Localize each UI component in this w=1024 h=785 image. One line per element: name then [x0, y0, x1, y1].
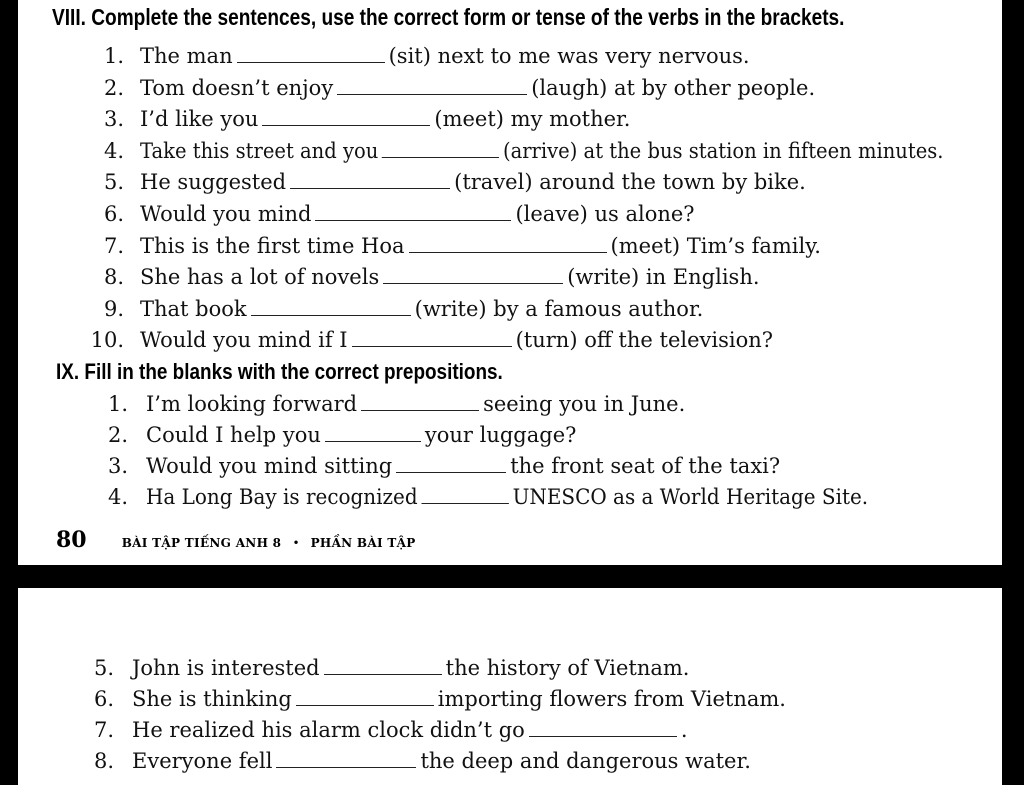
item-sentence — [146, 392, 685, 416]
sentence-start: She is thinking — [132, 687, 292, 711]
sentence-end: (write) by a famous author. — [414, 296, 704, 321]
answer-blank[interactable] — [409, 234, 607, 253]
item-number: 2. — [103, 75, 124, 100]
sentence-start: Would you mind — [140, 202, 312, 226]
sentence-end: (arrive) at the bus station in fifteen minutes. — [502, 138, 944, 163]
item-sentence — [146, 423, 576, 447]
sentence-start: John is interested — [132, 656, 320, 680]
item-sentence — [140, 107, 630, 131]
sentence-end: importing flowers from Vietnam. — [437, 687, 786, 711]
sentence-start: Would you mind if I — [140, 328, 348, 353]
sentence-start: He suggested — [140, 170, 287, 195]
answer-blank[interactable] — [383, 265, 563, 284]
exercise-item — [18, 202, 1002, 232]
item-number: 4. — [103, 138, 124, 163]
sentence-start: Would you mind sitting — [146, 454, 393, 478]
item-sentence — [140, 297, 703, 321]
sentence-end: (sit) next to me was very nervous. — [388, 44, 750, 68]
item-sentence — [132, 749, 751, 773]
item-sentence — [132, 687, 786, 711]
item-number: 7. — [103, 233, 124, 258]
exercise-item — [18, 749, 1002, 779]
sentence-start: I’d like you — [140, 107, 259, 132]
answer-blank[interactable] — [337, 76, 527, 95]
exercise-item — [18, 392, 1002, 422]
answer-blank[interactable] — [262, 107, 430, 126]
exercise-item — [18, 423, 1002, 453]
bullet-separator: • — [292, 536, 300, 550]
item-sentence — [140, 328, 773, 352]
item-sentence — [132, 656, 689, 680]
sentence-start: This is the first time Hoa — [140, 233, 405, 258]
sentence-end: the history of Vietnam. — [445, 656, 690, 680]
exercise-item — [18, 139, 1002, 169]
answer-blank[interactable] — [290, 170, 450, 189]
answer-blank[interactable] — [361, 392, 479, 411]
exercise-item — [18, 265, 1002, 295]
answer-blank[interactable] — [352, 328, 512, 347]
answer-blank[interactable] — [276, 749, 416, 768]
exercise-item — [18, 76, 1002, 106]
answer-blank[interactable] — [382, 139, 499, 158]
answer-blank[interactable] — [325, 423, 421, 442]
item-sentence — [140, 265, 760, 289]
exercise-item — [18, 297, 1002, 327]
running-title: BÀI TẬP TIẾNG ANH 8 — [121, 536, 282, 550]
sentence-end: the front seat of the taxi? — [510, 454, 781, 478]
exercise-item — [18, 234, 1002, 264]
answer-blank[interactable] — [529, 718, 677, 737]
answer-blank[interactable] — [296, 687, 434, 706]
section-ix-heading: IX. Fill in the blanks with the correct prepositions. — [56, 359, 503, 384]
item-sentence — [132, 718, 688, 742]
sentence-end: (leave) us alone? — [515, 202, 695, 226]
exercise-item — [18, 687, 1002, 717]
item-number: 6. — [93, 687, 114, 711]
item-number: 6. — [103, 202, 124, 226]
item-sentence — [146, 454, 780, 478]
item-number: 1. — [107, 392, 128, 416]
sentence-end: (laugh) at by other people. — [531, 75, 816, 100]
answer-blank[interactable] — [251, 297, 411, 316]
item-sentence — [140, 170, 806, 194]
item-number: 9. — [103, 296, 124, 321]
sentence-start: The man — [140, 44, 233, 68]
exercise-item — [18, 485, 1002, 515]
item-sentence — [140, 76, 815, 100]
item-number: 5. — [93, 656, 114, 680]
exercise-item — [18, 718, 1002, 748]
sentence-end: (turn) off the television? — [515, 328, 774, 353]
sentence-start: She has a lot of novels — [140, 265, 380, 290]
item-number: 10. — [90, 328, 124, 353]
sentence-end: (travel) around the town by bike. — [454, 170, 806, 195]
sentence-end: the deep and dangerous water. — [420, 749, 751, 773]
item-number: 7. — [93, 718, 114, 742]
sentence-start: Could I help you — [146, 423, 321, 447]
sentence-end: seeing you in June. — [483, 392, 686, 416]
item-sentence — [140, 44, 750, 68]
item-number: 3. — [107, 454, 128, 478]
item-sentence — [146, 485, 868, 509]
answer-blank[interactable] — [315, 202, 511, 221]
item-number: 2. — [107, 423, 128, 447]
answer-blank[interactable] — [237, 44, 385, 63]
sentence-end: (meet) Tim’s family. — [610, 233, 821, 258]
item-number: 3. — [103, 107, 124, 132]
exercise-item — [18, 454, 1002, 484]
page-top — [18, 0, 1002, 565]
item-number: 4. — [107, 485, 128, 509]
exercise-item — [18, 107, 1002, 137]
answer-blank[interactable] — [396, 454, 506, 473]
page-number: 80 — [56, 527, 87, 553]
item-sentence — [140, 202, 695, 226]
sentence-end: (meet) my mother. — [434, 107, 631, 132]
sentence-start: Take this street and you — [140, 138, 379, 163]
page-bottom — [18, 588, 1002, 785]
page-footer — [56, 527, 416, 553]
sentence-start: That book — [140, 296, 247, 321]
sentence-end: your luggage? — [424, 423, 577, 447]
item-number: 1. — [103, 44, 124, 68]
answer-blank[interactable] — [324, 656, 442, 675]
exercise-item — [18, 170, 1002, 200]
sentence-start: Ha Long Bay is recognized — [146, 485, 418, 509]
item-sentence — [140, 139, 944, 163]
section-viii-heading: VIII. Complete the sentences, use the correct form or tense of the verbs in the brackets. — [52, 4, 845, 30]
sentence-start: Everyone fell — [132, 749, 273, 773]
item-number: 8. — [103, 265, 124, 290]
sentence-start: Tom doesn’t enjoy — [140, 75, 334, 100]
exercise-item — [18, 656, 1002, 686]
running-section: PHẦN BÀI TẬP — [310, 536, 416, 550]
sentence-start: He realized his alarm clock didn’t go — [132, 718, 525, 742]
answer-blank[interactable] — [421, 485, 508, 504]
exercise-item — [18, 328, 1002, 358]
item-number: 8. — [93, 749, 114, 773]
sentence-end: (write) in English. — [567, 265, 760, 290]
exercise-item — [18, 44, 1002, 74]
sentence-start: I’m looking forward — [146, 392, 358, 416]
item-sentence — [140, 234, 821, 258]
sentence-end: UNESCO as a World Heritage Site. — [512, 485, 869, 509]
item-number: 5. — [103, 170, 124, 195]
sentence-end: . — [680, 718, 688, 742]
